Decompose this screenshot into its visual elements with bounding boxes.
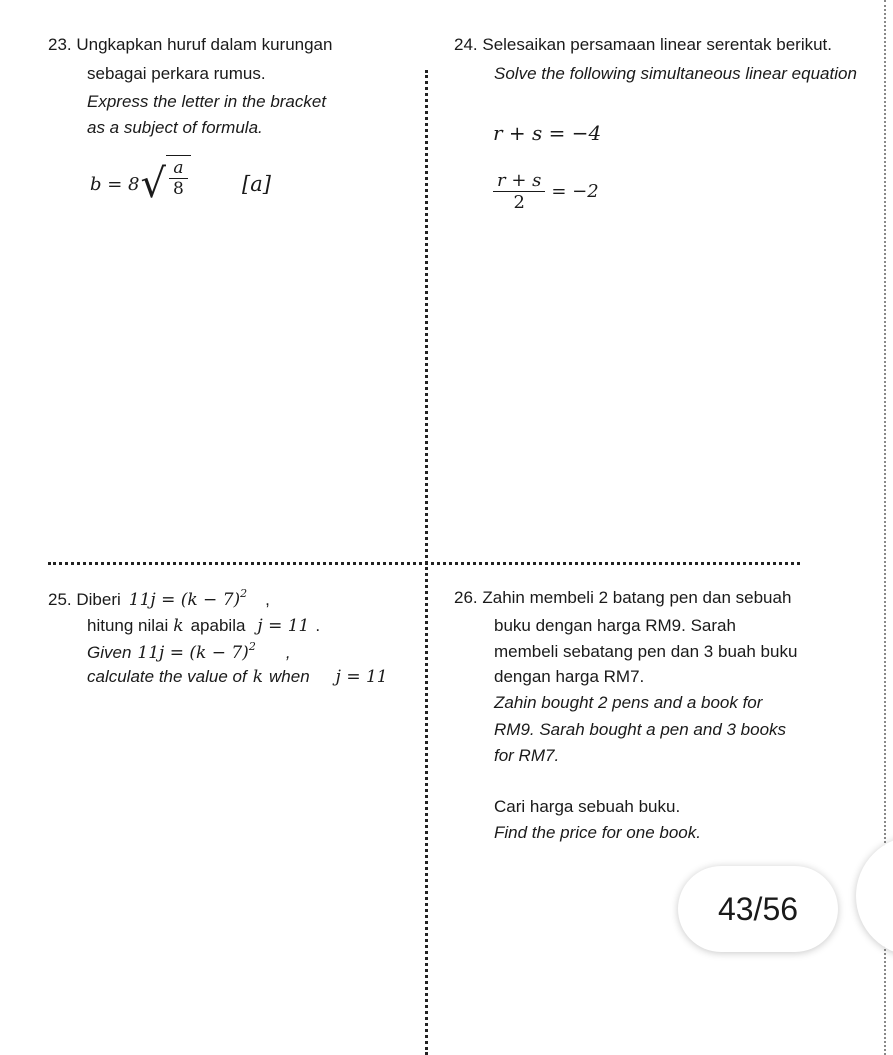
floating-action-button[interactable] <box>856 836 893 956</box>
q25-l1-comma: , <box>265 590 270 609</box>
q25-line-2 <box>87 616 320 636</box>
q24-equation-1: r + s = −4 <box>493 121 602 145</box>
q25-l4-math: j = 11 <box>335 667 388 687</box>
q26-english-3: for RM7. <box>494 746 560 765</box>
q25-l3-comma: , <box>285 643 291 662</box>
q26-english-1: Zahin bought 2 pens and a book for <box>494 693 763 712</box>
sqrt-sign: √ <box>140 161 166 207</box>
q25-l2-text-b: apabila <box>190 616 246 635</box>
q24-eq2-num: r + s <box>497 170 542 191</box>
q25-l2-k: k <box>173 616 184 636</box>
q23-line2: sebagai perkara rumus. <box>87 64 266 83</box>
q25-l3-exp: 2 <box>248 640 256 653</box>
q23-frac-den: 8 <box>169 178 188 199</box>
q25-line-3 <box>87 640 291 665</box>
q25-l4-text-b: when <box>269 667 310 686</box>
q26-ask-en: Find the price for one book. <box>494 823 701 842</box>
q23-english-1: Express the letter in the bracket <box>87 92 327 111</box>
q25-l2-dot: . <box>315 616 321 635</box>
q23-frac-num: a <box>173 158 184 178</box>
q26-line-4: dengan harga RM7. <box>494 667 645 686</box>
q23-formula-lhs: b = 8 <box>90 173 140 195</box>
q25-l1-math: 11j = (k − 7) <box>128 590 241 610</box>
q25-l1-exp: 2 <box>240 587 248 600</box>
q24-english: Solve the following simultaneous linear equation <box>494 64 857 83</box>
page-indicator[interactable]: 43/56 <box>678 866 838 952</box>
q24-title: 24. Selesaikan persamaan linear serentak berikut. <box>454 35 832 54</box>
q24-equation-2 <box>493 170 599 213</box>
q23-radicand <box>166 155 191 199</box>
q25-line-1 <box>48 587 270 612</box>
q24-eq2-rhs: = −2 <box>551 181 599 202</box>
q26-line-3: membeli sebatang pen dan 3 buah buku <box>494 642 798 661</box>
q25-l3-text: Given <box>87 643 132 662</box>
q25-l1-text: 25. Diberi <box>48 590 121 609</box>
q25-l2-text-a: hitung nilai <box>87 616 169 635</box>
q25-l3-math: 11j = (k − 7) <box>137 643 249 663</box>
q23-title: 23. Ungkapkan huruf dalam kurungan <box>48 35 333 54</box>
q26-english-2: RM9. Sarah bought a pen and 3 books <box>494 720 787 739</box>
q26-line-1: 26. Zahin membeli 2 batang pen dan sebuah <box>454 588 792 607</box>
q25-line-4 <box>87 667 388 687</box>
q23-bracket: [a] <box>242 172 271 196</box>
q25-l4-k: k <box>252 667 264 687</box>
horizontal-divider <box>48 562 800 565</box>
q23-formula <box>90 158 191 207</box>
q25-l2-math: j = 11 <box>257 616 310 636</box>
q23-english-2: as a subject of formula. <box>87 118 263 137</box>
q24-eq2-den: 2 <box>493 191 545 213</box>
q25-l4-text-a: calculate the value of <box>87 667 247 686</box>
q26-line-2: buku dengan harga RM9. Sarah <box>494 616 736 635</box>
q26-ask-ms: Cari harga sebuah buku. <box>494 797 681 816</box>
